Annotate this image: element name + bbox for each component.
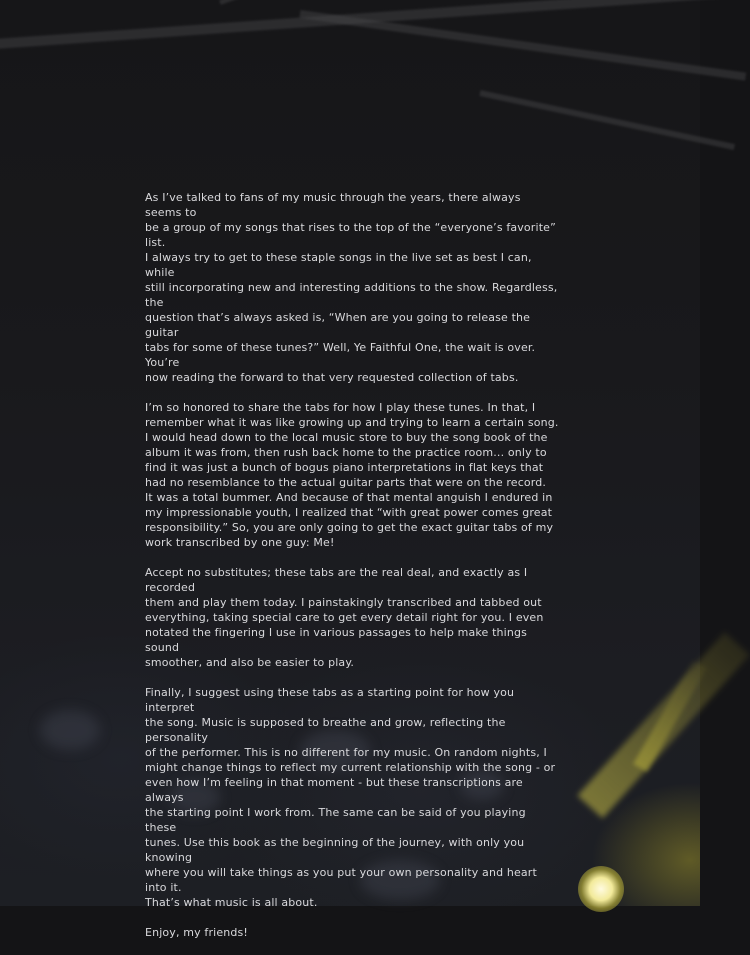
paragraph: Accept no substitutes; these tabs are the real deal, and exactly as I recorded them and play them today. I painstakingly transcribed and tabbed out everything, taking special care to get every detail right for you. I even notated the fingering I use in various passages to help make things sound smoother, and also be easier to play. bbox=[145, 566, 544, 669]
paragraph-closing: Enjoy, my friends! bbox=[145, 926, 248, 939]
stage-spotlight bbox=[578, 866, 624, 912]
stage-truss-beam bbox=[219, 0, 352, 5]
stage-light-bokeh bbox=[40, 710, 100, 750]
foreword-text bbox=[145, 190, 560, 955]
stage-truss-beam bbox=[479, 90, 735, 150]
stage-light-beam bbox=[633, 660, 707, 772]
paragraph: I’m so honored to share the tabs for how I play these tunes. In that, I remember what it was like growing up and trying to learn a certain song. I would head down to the local music store to buy the song book of the album it was from, then rush back home to the practice room... only to find it was just a bunch of bogus piano interpretations in flat keys that had no resemblance to the actual guitar parts that were on the record. It was a total bummer. And because of that mental anguish I endured in my impressionable youth, I realized that “with great power comes great responsibility.” So, you are only going to get the exact guitar tabs of my work transcribed by one guy: Me! bbox=[145, 401, 559, 549]
paragraph: Finally, I suggest using these tabs as a starting point for how you interpret the song. Music is supposed to breathe and grow, reflecting the personality of the performer. This is no different for my music. On random nights, I might change things to reflect my current relationship with the song - or even how I’m feeling in that moment - but these transcriptions are always the starting point I work from. The same can be said of you playing these tunes. Use this book as the beginning of the journey, with only you knowing where you will take things as you put your own personality and heart into it. That’s what music is all about. bbox=[145, 686, 556, 909]
paragraph: As I’ve talked to fans of my music through the years, there always seems to be a group of my songs that rises to the top of the “everyone’s favorite” list. I always try to get to these staple songs in the live set as best I can, while still incorporating new and interesting additions to the show. Regardless, the question that’s always asked is, “When are you going to release the guitar tabs for some of these tunes?” Well, Ye Faithful One, the wait is over. You’re now reading the forward to that very requested collection of tabs. bbox=[145, 191, 558, 384]
stage-truss-beam bbox=[299, 10, 746, 81]
